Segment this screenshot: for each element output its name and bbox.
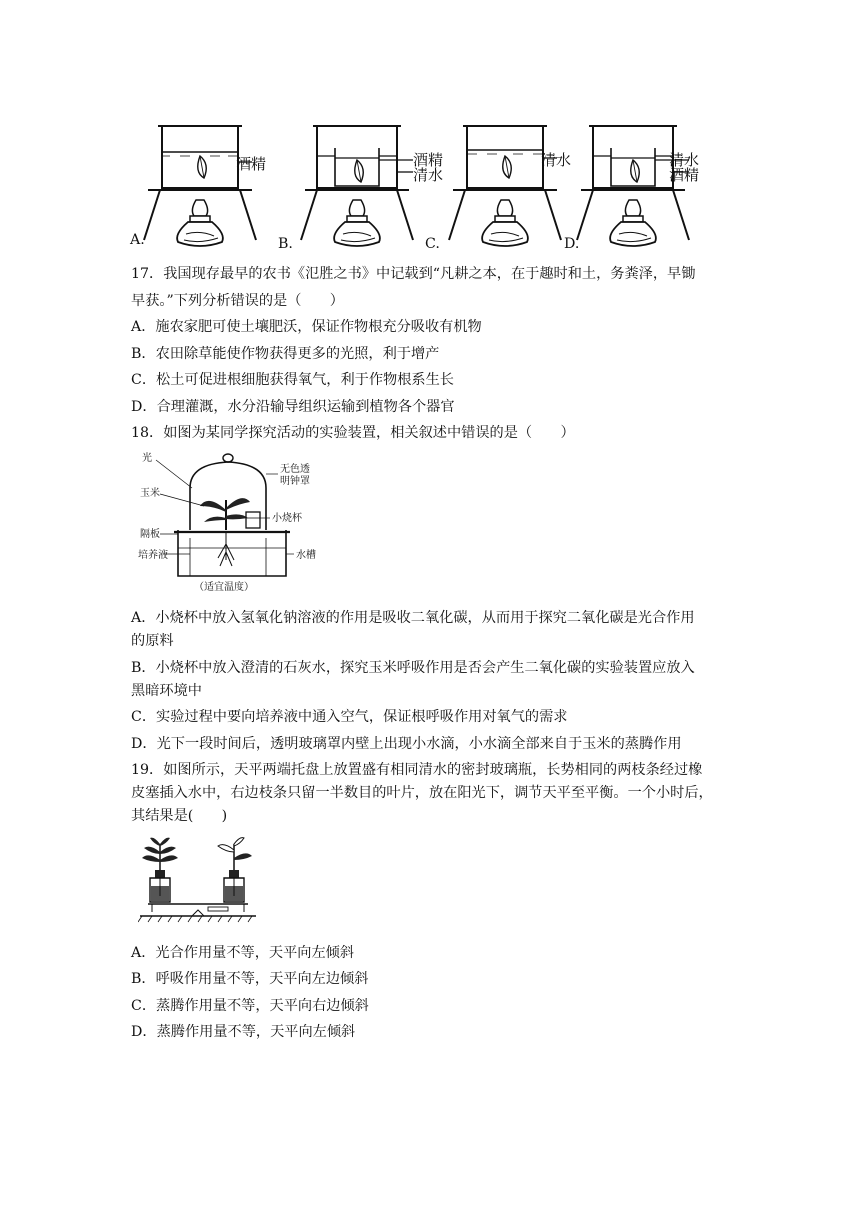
q18-figure	[138, 448, 338, 596]
q18-apparatus-svg	[138, 448, 338, 596]
q19-figure	[138, 830, 268, 924]
q18-option-a-line1[interactable]: A．小烧杯中放入氢氧化钠溶液的作用是吸收二氧化碳，从而用于探究二氧化碳是光合作用	[131, 610, 695, 626]
q18-stem: 18．如图为某同学探究活动的实验装置，相关叙述中错误的是（ ）	[131, 425, 575, 441]
q17-stem-line1: 17．我国现存最早的农书《氾胜之书》中记载到“凡耕之本，在于趣时和土，务粪泽，早锄	[131, 266, 696, 282]
q19-option-c[interactable]: C．蒸腾作用量不等，天平向右边倾斜	[131, 998, 369, 1014]
q16-a-label-alcohol: 酒精	[236, 155, 267, 173]
q19-stem-line1: 19．如图所示，天平两端托盘上放置盛有相同清水的密封玻璃瓶，长势相同的两枝条经过橡	[131, 762, 703, 778]
q18-label-nutrient: 培养液	[138, 550, 168, 561]
q16-option-a-label[interactable]: A.	[130, 232, 145, 248]
q19-balance-svg	[138, 830, 268, 924]
q19-option-d[interactable]: D．蒸腾作用量不等，天平向左倾斜	[131, 1024, 356, 1040]
q18-label-temp: （适宜温度）	[194, 582, 254, 593]
q18-label-cover-1: 无色透	[280, 464, 310, 475]
q19-stem-line3: 其结果是( )	[131, 808, 228, 824]
q19-option-b[interactable]: B．呼吸作用量不等，天平向左边倾斜	[131, 971, 369, 987]
q17-option-c[interactable]: C．松土可促进根细胞获得氧气，利于作物根系生长	[131, 372, 454, 388]
q16-option-b-label[interactable]: B.	[278, 236, 293, 252]
q18-option-b-line1[interactable]: B．小烧杯中放入澄清的石灰水，探究玉米呼吸作用是否会产生二氧化碳的实验装置应放入	[131, 660, 695, 676]
q18-option-b-line2: 黑暗环境中	[131, 683, 202, 699]
q16-option-d-label[interactable]: D.	[564, 236, 580, 252]
q18-option-c[interactable]: C．实验过程中要向培养液中通入空气，保证根呼吸作用对氧气的需求	[131, 709, 568, 725]
q16-option-c-label[interactable]: C.	[425, 236, 440, 252]
q18-label-cover-2: 明钟罩	[280, 476, 310, 487]
q17-option-a[interactable]: A．施农家肥可使土壤肥沃，保证作物根充分吸收有机物	[131, 319, 482, 335]
q17-option-b[interactable]: B．农田除草能使作物获得更多的光照，利于增产	[131, 346, 440, 362]
q18-label-light: 光	[142, 453, 152, 464]
q17-option-d[interactable]: D．合理灌溉，水分沿输导组织运输到植物各个器官	[131, 399, 455, 415]
q16-c-label-water: 清水	[541, 151, 572, 169]
q17-stem-line2: 早获。”下列分析错误的是（ ）	[131, 293, 344, 309]
q16-b-label-water: 清水	[413, 166, 444, 184]
q18-label-beaker: 小烧杯	[272, 513, 302, 524]
q18-option-a-line2: 的原料	[131, 633, 174, 649]
q16-d-label-alcohol: 酒精	[669, 166, 700, 184]
q19-option-a[interactable]: A．光合作用量不等，天平向左倾斜	[131, 945, 355, 961]
q19-stem-line2: 皮塞插入水中，右边枝条只留一半数目的叶片，放在阳光下，调节天平至平衡。一个小时后，	[131, 785, 713, 801]
q18-option-d[interactable]: D．光下一段时间后，透明玻璃罩内壁上出现小水滴，小水滴全部来自于玉米的蒸腾作用	[131, 736, 682, 752]
q16-b-label-alcohol: 酒精	[413, 151, 444, 169]
q18-label-corn: 玉米	[140, 488, 160, 499]
q18-label-tank: 水槽	[296, 550, 316, 561]
q18-label-partition: 隔板	[140, 529, 160, 540]
q16-d-label-water: 清水	[669, 151, 700, 169]
